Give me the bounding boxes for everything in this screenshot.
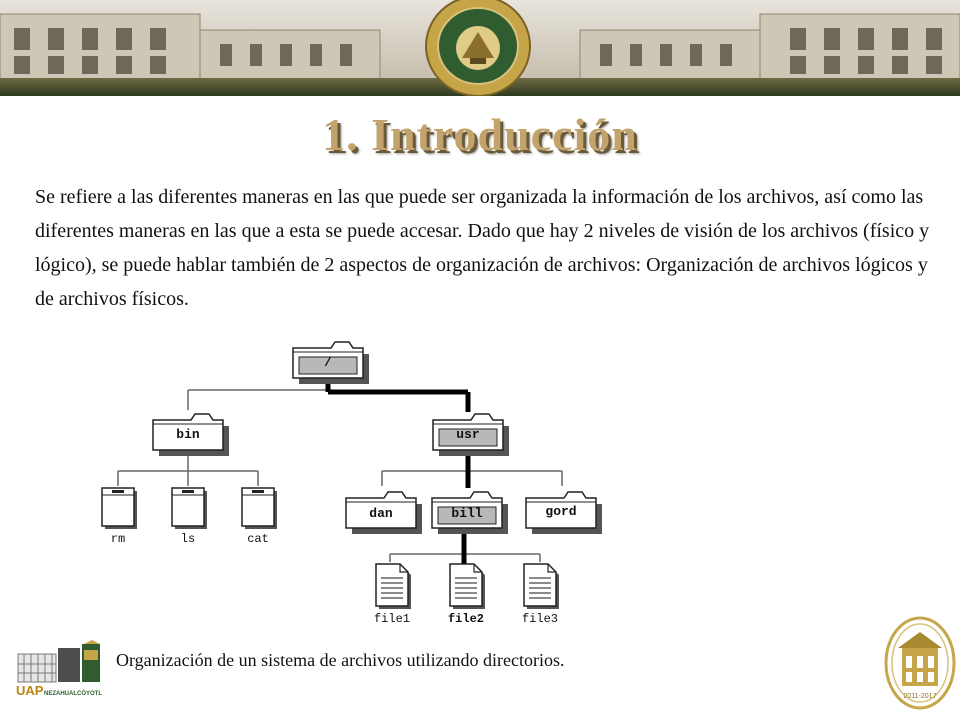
uap-text: UAP: [16, 683, 44, 698]
body-paragraph: Se refiere a las diferentes maneras en las que puede ser organizada la información de los archivos, así como las diferentes maneras en las que a esta se puede accesar. Dado que hay 2 niveles de visión de los archivos (físico y lógico), se puede hablar también de 2 aspectos de organización de archivos: Organización de archivos lógicos y de archivos físicos.: [35, 186, 930, 310]
figure-caption: Organización de un sistema de archivos utilizando directorios.: [116, 650, 565, 670]
uap-logo: [14, 640, 110, 707]
file2-label: file2: [447, 612, 485, 626]
root-label: /: [324, 355, 332, 370]
header-banner: [0, 0, 960, 96]
ls-label: ls: [180, 532, 196, 546]
dan-label: dan: [369, 506, 393, 521]
file-icon-ls: [172, 488, 207, 529]
usr-label: usr: [456, 427, 480, 442]
slide-title: 1. Introducción: [322, 109, 638, 160]
file-icon-cat: [242, 488, 277, 529]
cat-label: cat: [247, 532, 269, 546]
file-icon-file2: [450, 564, 485, 609]
file-icon-rm: [102, 488, 137, 529]
bill-label: bill: [451, 506, 483, 521]
file3-label: file3: [521, 612, 559, 626]
directory-tree-diagram: [70, 326, 630, 641]
uap-sub-text: NEZAHUALCÓYOTL: [44, 691, 102, 697]
rm-label: rm: [110, 532, 126, 546]
university-seal-icon: [884, 616, 956, 715]
header-seal-icon: [426, 0, 530, 96]
seal-years: 2011-2017: [903, 693, 937, 700]
bin-label: bin: [176, 427, 200, 442]
file-icon-file1: [376, 564, 411, 609]
file-icon-file3: [524, 564, 559, 609]
file1-label: file1: [373, 612, 411, 626]
gord-label: gord: [545, 504, 577, 519]
